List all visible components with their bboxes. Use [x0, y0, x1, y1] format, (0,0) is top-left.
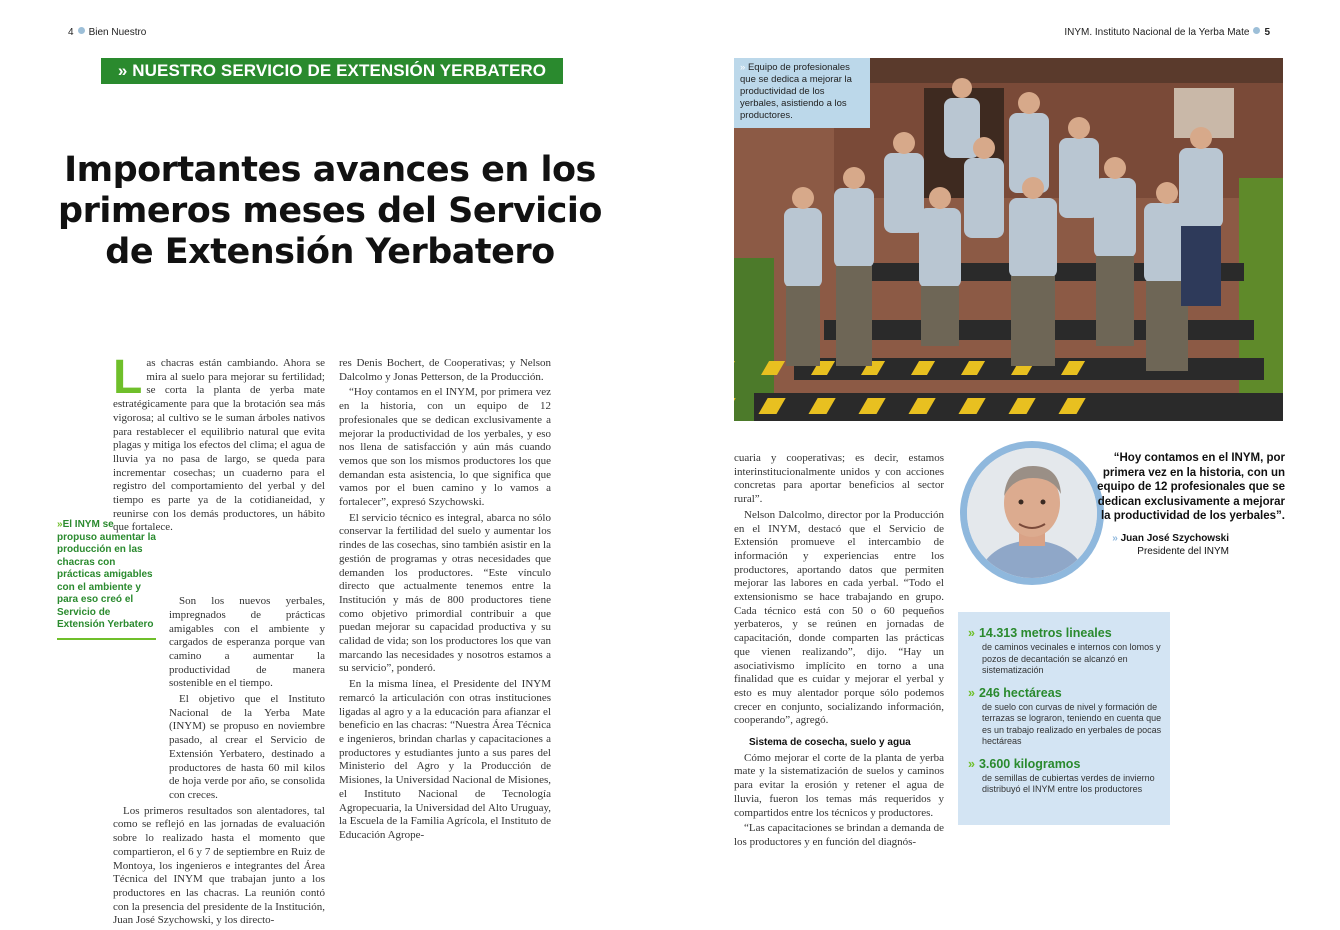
- quote-role: Presidente del INYM: [1137, 545, 1229, 557]
- chevron-icon: »: [968, 685, 975, 700]
- section-band: » NUESTRO SERVICIO DE EXTENSIÓN YERBATERO: [101, 58, 563, 84]
- paragraph: cuaria y cooperativas; es decir, estamos interinstitucionalmente unidos y con acciones concretas para aportar beneficios al sector rural”.: [734, 452, 944, 506]
- paragraph: “Hoy contamos en el INYM, por primera vez en la historia, con un equipo de 12 profesionales que se dedican exclusivamente a mejorar la productividad de los yerbales, y eso nos llena de satisfacción y aún más cuando vemos que son los mismos productores los que demandan esta asistencia, lo que significa que vamos por el buen camino y lo vamos a fortalecer”, expresó Szychowski.: [339, 386, 551, 509]
- page-number-right: 5: [1264, 27, 1270, 38]
- stat-title: 14.313 metros lineales: [978, 626, 1112, 640]
- chevron-icon: »: [1112, 532, 1118, 544]
- left-folio: [68, 27, 146, 38]
- stat-desc: de caminos vecinales e internos con lomos y pozos de decantación se alcanzó en sistematización: [982, 642, 1161, 675]
- chevron-icon: »: [57, 519, 63, 530]
- pull-quote: [57, 519, 156, 640]
- pull-quote-text: El INYM se propuso aumentar la producción en las chacras con prácticas amigables con el ambiente y para eso creó el Servicio de Extensión Yerbatero: [57, 519, 156, 630]
- featured-quote: [1085, 451, 1285, 558]
- paragraph: as chacras están cambiando. Ahora se mira al suelo para mejorar su fertilidad; se corta la planta de yerba mate estratégicamente para que la brotación sea más vigorosa; al cultivo se le suman árboles nativos para restablecer el equilibrio natural que evita plagas y mitiga los efectos del clima; el agua de lluvia ya no pasa de largo, se queda para incrementar cosechas; un cuaderno para el registro del comportamiento del yerbal y del tiempo es parte ya de la cotidianeidad, y reunirse con los demás productores, un hábito que fortalece.: [113, 357, 325, 534]
- paragraph: El objetivo que el Instituto Nacional de la Yerba Mate (INYM) se propuso en noviembre pasado, al crear el Servicio de Extensión Yerbatero, destinado a productores de hasta 60 mil kilos de hoja verde por año, se consolida con creces.: [169, 693, 325, 801]
- paragraph: El servicio técnico es integral, abarca no sólo conservar la fertilidad del suelo y aumentar los rindes de las cosechas, sino también asistir en la gestión de programas y otras necesidades que demanden los productores. “Este vínculo directo que actualmente tenemos entre la Institución y más de 800 productores tiene como objetivo primordial contribuir a que puedan mejorar su capacidad productiva y su calidad de vida; son los productores los que van marcando las necesidades y nosotros estamos a su servicio”, ponderó.: [339, 511, 551, 675]
- article-column-3: [734, 452, 944, 852]
- paragraph: res Denis Bochert, de Cooperativas; y Nelson Dalcolmo y Jonas Petterson, de la Producción.: [339, 357, 551, 383]
- paragraph: En la misma línea, el Presidente del INYM remarcó la articulación con otras instituciones ligadas al agro y a la educación para afianzar el beneficio en las chacras: “Nuestra Área Técnica e ingenieros, brindan charlas y capacitaciones a productores y estudiantes junto a sus pares del Ministerio del Agro y la Producción de Misiones, la Universidad Nacional de Misiones, el Instituto Nacional de Tecnología Agropecuaria, la Universidad del Alto Uruguay, la Escuela de la Familia Agrícola, el Instituto de Educación Agrope-: [339, 678, 551, 841]
- folio-dot-icon: [1253, 27, 1260, 34]
- paragraph: Nelson Dalcolmo, director por la Producción en el INYM, destacó que el Servicio de Extensión promueve el intercambio de información y experiencias entre los productores, aportando datos que permiten mejorar las labores en cada yerbal. “Todo el extensionismo se hace trabajando en grupo. Cada técnico está con 50 o 60 pequeños yerbateros, y se reúnen en jornadas de capacitación, donde comparten las prácticas que vienen realizando”, dijo. “Hay un asociativismo implícito en torno a una finalidad que es cuidar y mejorar el yerbal y esto es muy alentador porque sólo podemos crecer en conjunto, socializando información, cooperando”, agregó.: [734, 508, 944, 727]
- article-column-2: [339, 357, 551, 845]
- paragraph: “Las capacitaciones se brindan a demanda de los productores y en función del diagnós-: [734, 822, 944, 848]
- article-column-1: [113, 351, 325, 930]
- stat-desc: de semillas de cubiertas verdes de invierno distribuyó el INYM entre los productores: [982, 772, 1155, 794]
- stat-title: 3.600 kilogramos: [978, 756, 1081, 771]
- paragraph: Son los nuevos yerbales, impregnados de prácticas amigables con el ambiente y cargados de esperanza porque van camino a aumentar la productividad de manera sostenible en el tiempo.: [169, 595, 325, 690]
- portrait-photo: [967, 448, 1097, 578]
- headline: Importantes avances en los primeros meses del Servicio de Extensión Yerbatero: [58, 150, 602, 272]
- stat-desc: de suelo con curvas de nivel y formación de terrazas se lograron, teniendo en cuenta que es un trabajo realizado en yerbales de pocas hectáreas: [982, 701, 1162, 746]
- quote-text: “Hoy contamos en el INYM, por primera vez en la historia, con un equipo de 12 profesionales que se dedican exclusivamente a mejorar la productividad de los yerbales”.: [1097, 452, 1285, 522]
- page-number-left: 4: [68, 27, 74, 38]
- folio-dot-icon: [78, 27, 85, 34]
- stat-title: 246 hectáreas: [978, 685, 1062, 700]
- stats-box: [958, 612, 1170, 825]
- photo-caption-text: Equipo de profesionales que se dedica a mejorar la productividad de los yerbales, asistiendo a los productores.: [740, 62, 852, 121]
- chevron-icon: »: [968, 626, 975, 640]
- photo-caption: [734, 58, 870, 128]
- portrait-illustration: [967, 448, 1097, 578]
- chevron-icon: »: [968, 756, 975, 771]
- stat-item: [968, 626, 1162, 677]
- right-folio: [1064, 27, 1270, 38]
- folio-section: Bien Nuestro: [88, 27, 147, 38]
- subhead: Sistema de cosecha, suelo y agua: [749, 737, 911, 749]
- stat-item: [968, 686, 1162, 748]
- folio-publisher: INYM. Instituto Nacional de la Yerba Mate: [1064, 27, 1250, 38]
- stat-item: [968, 757, 1162, 796]
- quote-author: Juan José Szychowski: [1120, 532, 1229, 544]
- paragraph: Cómo mejorar el corte de la planta de yerba mate y la sistematización de suelos y caminos para evitar la erosión y retener el agua de lluvia, fueron los temas más requeridos y compartidos entre los técnicos y productores.: [734, 751, 944, 819]
- paragraph: Los primeros resultados son alentadores, tal como se reflejó en las jornadas de evaluación sobre lo realizado hasta el momento que compartieron, el 6 y 7 de septiembre en Ruiz de Montoya, los ingenieros e integrantes del Área Técnica del INYM que trabajan junto a los productores en las chacras. La reunión contó con la presencia del presidente de la Institución, Juan José Szychowski, y los directo-: [113, 804, 325, 927]
- chevron-icon: »: [740, 62, 746, 73]
- drop-cap: L: [113, 351, 143, 404]
